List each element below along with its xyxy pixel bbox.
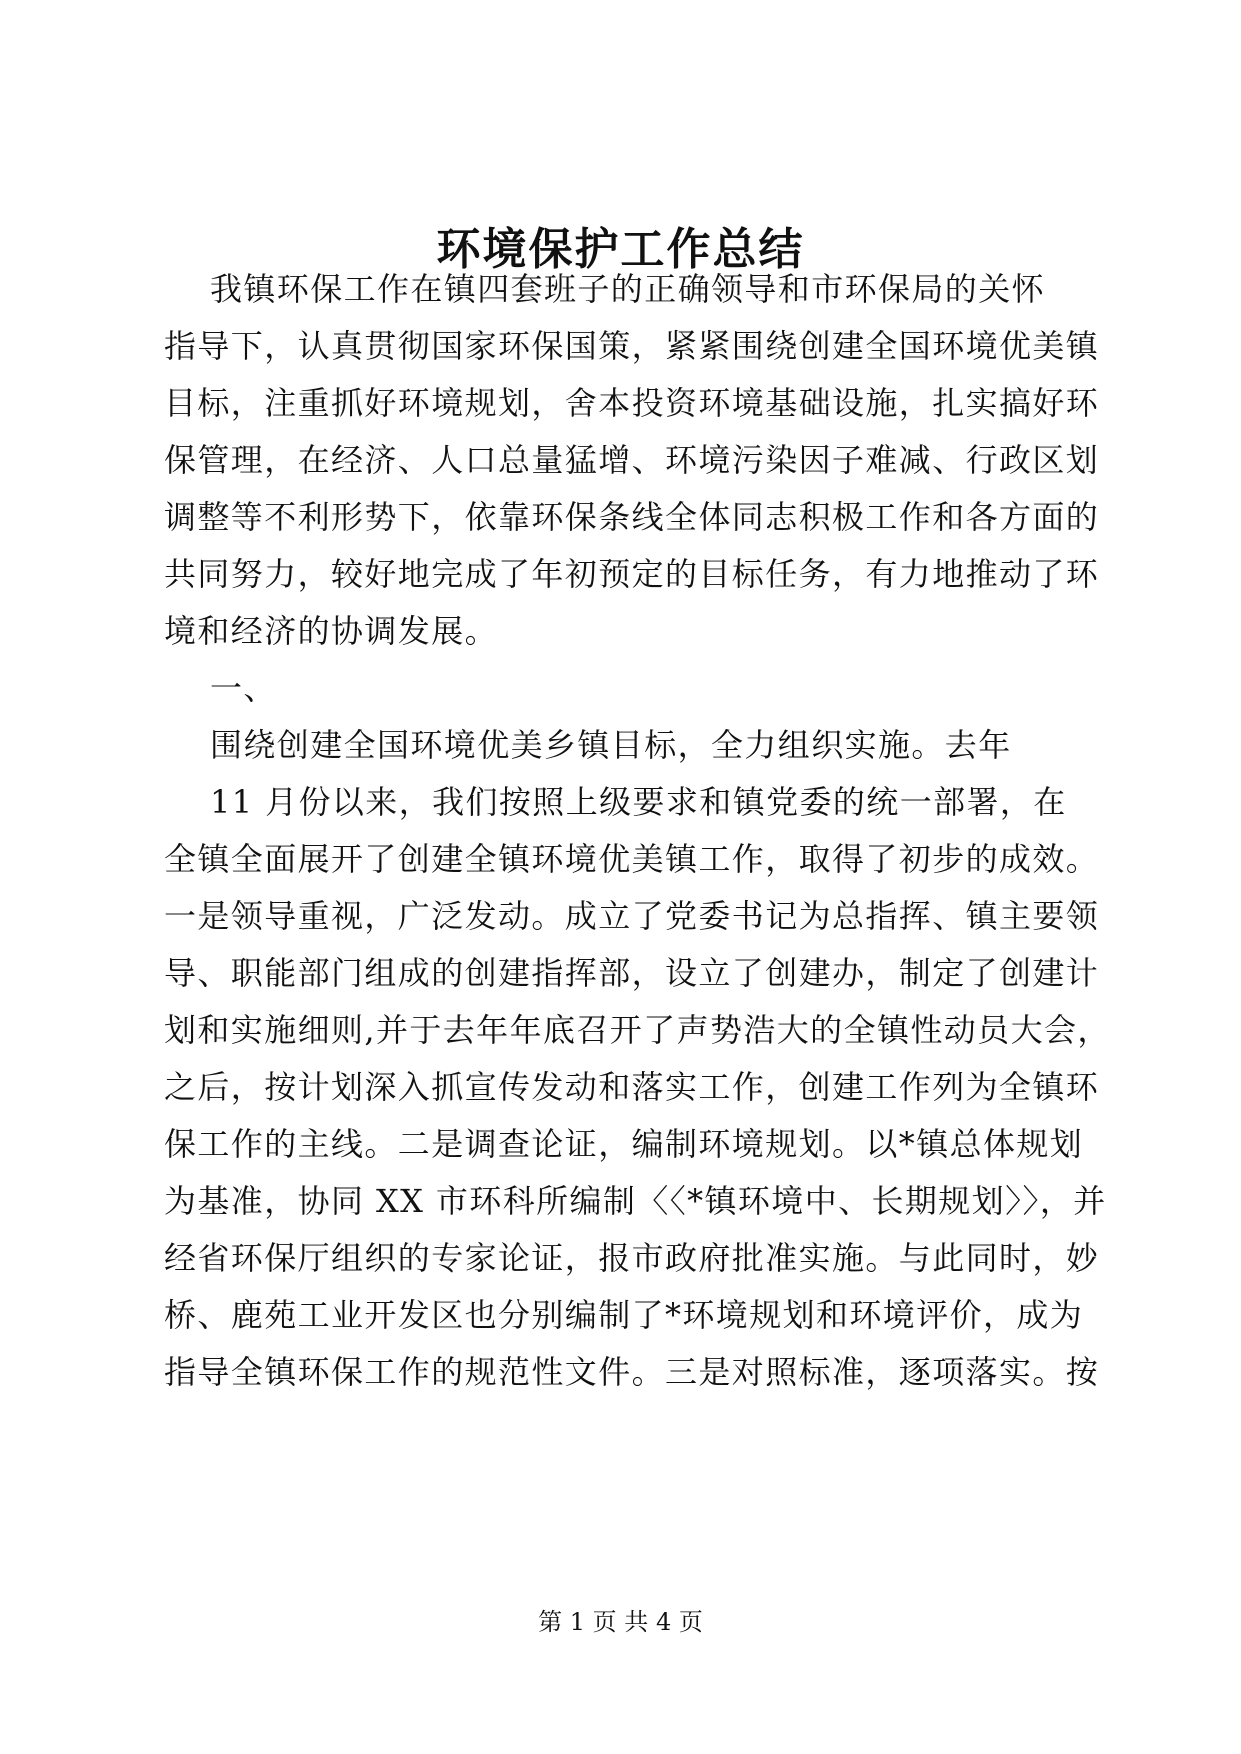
body-line: 共同努力，较好地完成了年初预定的目标任务，有力地推动了环: [164, 555, 1100, 593]
body-line: 目标，注重抓好环境规划，舍本投资环境基础设施，扎实搞好环: [164, 384, 1100, 422]
body-line: 指导下，认真贯彻国家环保国策，紧紧围绕创建全国环境优美镇: [164, 327, 1100, 365]
section-heading: 一、: [210, 669, 277, 707]
body-line: 保管理，在经济、人口总量猛增、环境污染因子难减、行政区划: [164, 441, 1100, 479]
body-line: 导、职能部门组成的创建指挥部，设立了创建办，制定了创建计: [164, 954, 1100, 992]
body-line: 经省环保厅组织的专家论证，报市政府批准实施。与此同时，妙: [164, 1239, 1100, 1277]
body-line: 一是领导重视，广泛发动。成立了党委书记为总指挥、镇主要领: [164, 897, 1100, 935]
page-title: 环境保护工作总结: [436, 224, 805, 275]
body-line: 为基准，协同 XX 市环科所编制〈〈*镇环境中、长期规划〉〉，并: [164, 1182, 1107, 1220]
body-line: 保工作的主线。二是调查论证，编制环境规划。以*镇总体规划: [164, 1125, 1084, 1163]
body-line: 11 月份以来，我们按照上级要求和镇党委的统一部署，在: [210, 783, 1067, 821]
body-line: 指导全镇环保工作的规范性文件。三是对照标准，逐项落实。按: [164, 1353, 1100, 1391]
page-number: 第 1 页 共 4 页: [538, 1608, 703, 1636]
body-line: 调整等不利形势下，依靠环保条线全体同志积极工作和各方面的: [164, 498, 1100, 536]
body-line: 围绕创建全国环境优美乡镇目标，全力组织实施。去年: [210, 726, 1012, 764]
body-line: 我镇环保工作在镇四套班子的正确领导和市环保局的关怀: [210, 270, 1046, 308]
body-line: 划和实施细则,并于去年年底召开了声势浩大的全镇性动员大会，: [164, 1011, 1111, 1049]
body-line: 桥、鹿苑工业开发区也分别编制了*环境规划和环境评价，成为: [164, 1296, 1084, 1334]
body-line: 全镇全面展开了创建全镇环境优美镇工作，取得了初步的成效。: [164, 840, 1100, 878]
body-line: 境和经济的协调发展。: [164, 612, 499, 650]
body-line: 之后，按计划深入抓宣传发动和落实工作，创建工作列为全镇环: [164, 1068, 1100, 1106]
